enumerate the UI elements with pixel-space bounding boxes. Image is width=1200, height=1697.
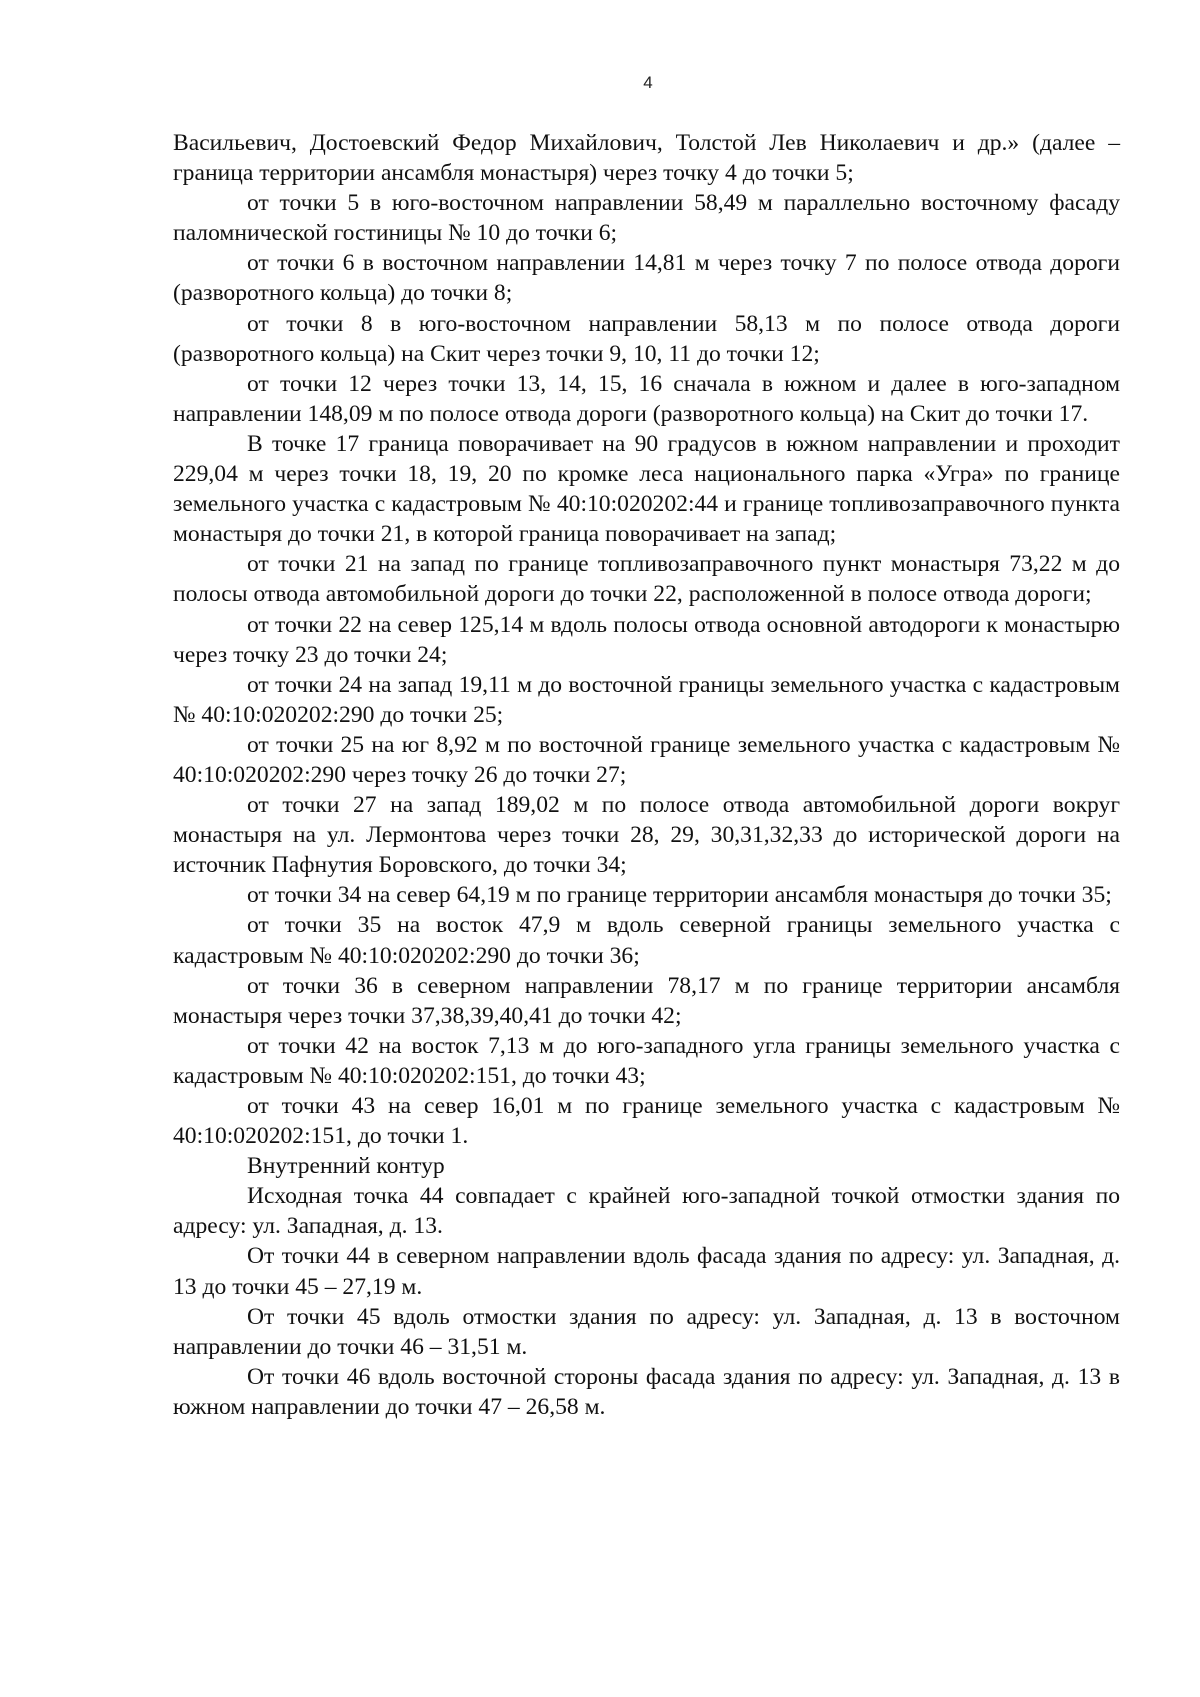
paragraph: от точки 35 на восток 47,9 м вдоль северной границы земельного участка с кадастровым № 40:10:020202:290 до точки 36;	[173, 912, 1120, 969]
paragraph: от точки 8 в юго-восточном направлении 58,13 м по полосе отвода дороги (разворотного кольца) на Скит через точки 9, 10, 11 до точки 12;	[173, 310, 1120, 367]
section-heading: Внутренний контур	[247, 1153, 445, 1180]
paragraph: от точки 12 через точки 13, 14, 15, 16 сначала в южном и далее в юго-западном направлении 148,09 м по полосе отвода дороги (разворотного кольца) на Скит до точки 17.	[173, 370, 1120, 427]
paragraph: от точки 24 на запад 19,11 м до восточной границы земельного участка с кадастровым № 40:10:020202:290 до точки 25;	[173, 671, 1120, 728]
paragraph: от точки 22 на север 125,14 м вдоль полосы отвода основной автодороги к монастырю через точку 23 до точки 24;	[173, 611, 1120, 668]
paragraph: Исходная точка 44 совпадает с крайней юго-западной точкой отмостки здания по адресу: ул. Западная, д. 13.	[173, 1183, 1120, 1240]
paragraph: От точки 44 в северном направлении вдоль фасада здания по адресу: ул. Западная, д. 13 до точки 45 – 27,19 м.	[173, 1243, 1120, 1300]
paragraph: От точки 46 вдоль восточной стороны фасада здания по адресу: ул. Западная, д. 13 в южном направлении до точки 47 – 26,58 м.	[173, 1363, 1120, 1420]
paragraph: от точки 42 на восток 7,13 м до юго-западного угла границы земельного участка с кадастровым № 40:10:020202:151, до точки 43;	[173, 1032, 1120, 1089]
paragraph: от точки 5 в юго-восточном направлении 58,49 м параллельно восточному фасаду паломнической гостиницы № 10 до точки 6;	[173, 190, 1120, 247]
paragraph: от точки 25 на юг 8,92 м по восточной границе земельного участка с кадастровым № 40:10:020202:290 через точку 26 до точки 27;	[173, 731, 1120, 788]
document-body	[173, 128, 1120, 1422]
paragraph: от точки 6 в восточном направлении 14,81 м через точку 7 по полосе отвода дороги (разворотного кольца) до точки 8;	[173, 250, 1120, 307]
page-number: 4	[643, 73, 653, 92]
paragraph: от точки 34 на север 64,19 м по границе территории ансамбля монастыря до точки 35;	[247, 882, 1112, 909]
paragraph: В точке 17 граница поворачивает на 90 градусов в южном направлении и проходит 229,04 м через точки 18, 19, 20 по кромке леса национального парка «Угра» по границе земельного участка с кадастровым № 40:10:020202:44 и границе топливозаправочного пункта монастыря до точки 21, в которой граница поворачивает на запад;	[173, 430, 1120, 548]
paragraph: от точки 43 на север 16,01 м по границе земельного участка с кадастровым № 40:10:020202:151, до точки 1.	[173, 1093, 1120, 1150]
paragraph: От точки 45 вдоль отмостки здания по адресу: ул. Западная, д. 13 в восточном направлении до точки 46 – 31,51 м.	[173, 1303, 1120, 1360]
paragraph: от точки 27 на запад 189,02 м по полосе отвода автомобильной дороги вокруг монастыря на ул. Лермонтова через точки 28, 29, 30,31,32,33 до исторической дороги на источник Пафнутия Боровского, до точки 34;	[173, 792, 1120, 879]
paragraph: Васильевич, Достоевский Федор Михайлович, Толстой Лев Николаевич и др.» (далее – граница территории ансамбля монастыря) через точку 4 до точки 5;	[173, 130, 1120, 187]
paragraph: от точки 36 в северном направлении 78,17 м по границе территории ансамбля монастыря через точки 37,38,39,40,41 до точки 42;	[173, 972, 1120, 1029]
paragraph: от точки 21 на запад по границе топливозаправочного пункт монастыря 73,22 м до полосы отвода автомобильной дороги до точки 22, расположенной в полосе отвода дороги;	[173, 551, 1120, 608]
